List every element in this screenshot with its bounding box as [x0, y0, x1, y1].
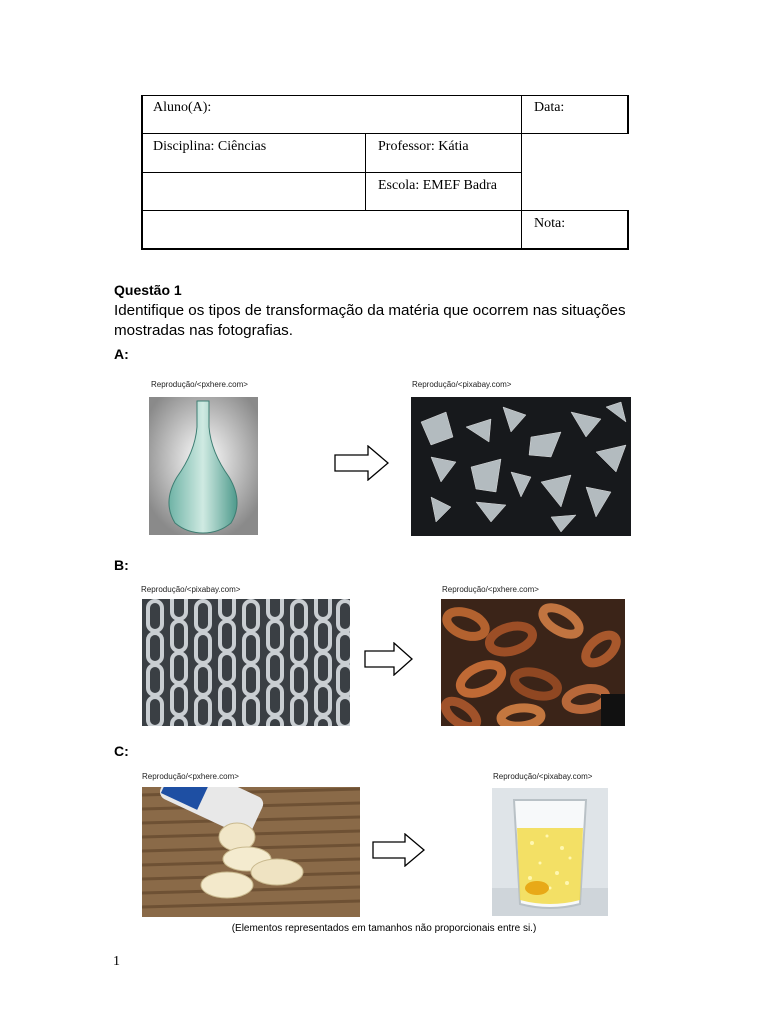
section-c-label: C:	[114, 743, 129, 759]
arrow-right-icon	[364, 642, 414, 676]
question-text: Identifique os tipos de transformação da matéria que ocorrem nas situações mostradas nas fotografias.	[114, 302, 626, 339]
school-label: Escola: EMEF Badra	[378, 178, 497, 193]
credit-a-left: Reprodução/<pxhere.com>	[151, 380, 248, 389]
question-title: Questão 1	[114, 282, 182, 298]
subject-label: Disciplina: Ciências	[153, 139, 267, 154]
rusted-chains-photo	[441, 599, 625, 726]
date-label: Data:	[534, 100, 565, 115]
arrow-right-icon	[372, 833, 426, 867]
credit-c-right: Reprodução/<pixabay.com>	[493, 772, 593, 781]
credit-a-right: Reprodução/<pixabay.com>	[412, 380, 512, 389]
teacher-label: Professor: Kátia	[378, 139, 469, 154]
bottle-photo	[149, 397, 258, 535]
section-a-label: A:	[114, 346, 129, 362]
page-number: 1	[113, 954, 120, 969]
figure-caption: (Elementos representados em tamanhos não proporcionais entre si.)	[231, 923, 537, 934]
student-name-label: Aluno(A):	[153, 100, 212, 115]
arrow-right-icon	[334, 445, 390, 481]
credit-b-left: Reprodução/<pixabay.com>	[141, 585, 241, 594]
chains-photo	[142, 599, 350, 726]
tablets-photo	[142, 787, 360, 917]
effervescent-glass-photo	[492, 788, 608, 916]
broken-glass-photo	[411, 397, 631, 536]
credit-c-left: Reprodução/<pxhere.com>	[142, 772, 239, 781]
section-b-label: B:	[114, 557, 129, 573]
grade-label: Nota:	[534, 216, 566, 231]
credit-b-right: Reprodução/<pxhere.com>	[442, 585, 539, 594]
header-table	[141, 95, 629, 250]
